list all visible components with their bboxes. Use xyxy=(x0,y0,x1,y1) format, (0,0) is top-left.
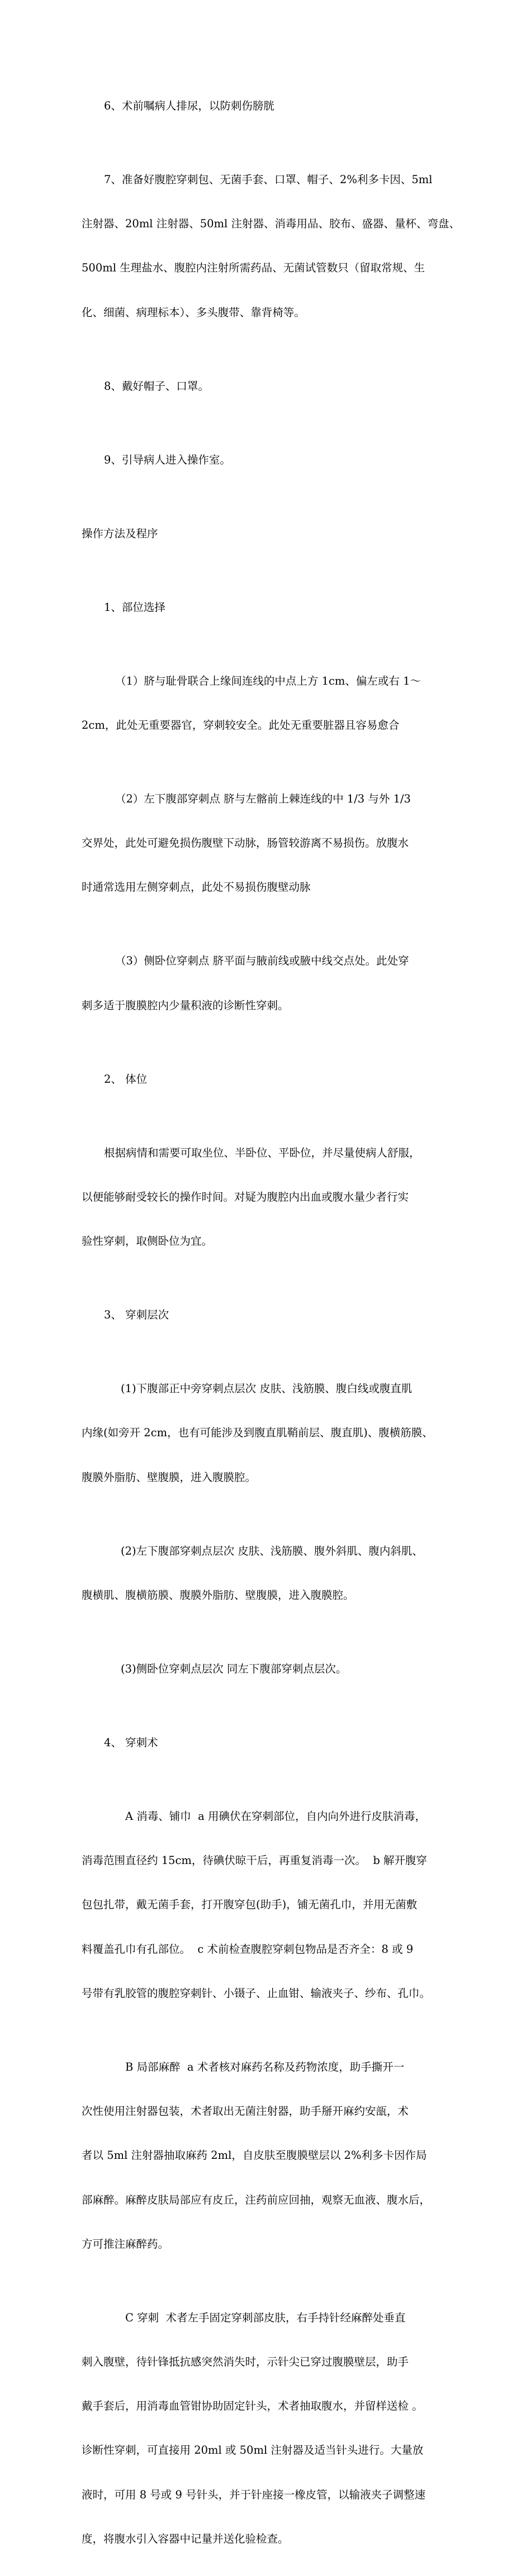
text-line: 验性穿刺，取侧卧位为宜。 xyxy=(82,1235,213,1248)
paragraph-puncture-a xyxy=(82,1780,462,2030)
text-line: 度，将腹水引入容器中记量并送化验检查。 xyxy=(82,2532,289,2545)
text-line: 2cm，此处无重要器官，穿刺较安全。此处无重要脏器且容易愈合 xyxy=(82,718,400,732)
text-line: 化、细菌、病理标本）、多头腹带、靠背椅等。 xyxy=(82,305,305,319)
paragraph-site-1 xyxy=(82,644,462,762)
text-line: 者以 5ml 注射器抽取麻药 2ml，自皮肤至腹膜壁层以 2%利多卡因作局 xyxy=(82,2149,427,2162)
text-line: 刺入腹壁，待针锋抵抗感突然消失时，示针尖已穿过腹膜壁层，助手 xyxy=(82,2355,409,2368)
text-line: 腹膜外脂肪、壁腹膜，进入腹膜腔。 xyxy=(82,1470,257,1484)
text-line: 2、 体位 xyxy=(104,1072,148,1086)
text-line: 部麻醉。麻醉皮肤局部应有皮丘，注药前应回抽，观察无血液、腹水后， xyxy=(82,2193,431,2206)
text-line: 注射器、20ml 注射器、50ml 注射器、消毒用品、胶布、盛器、量杯、弯盘、 xyxy=(82,217,460,231)
text-line: 方可推注麻醉药。 xyxy=(82,2237,169,2250)
text-line: 号带有乳胶管的腹腔穿刺针、小镊子、止血钳、输液夹子、纱布、孔巾。 xyxy=(82,1986,431,2000)
text-line: 4、 穿刺术 xyxy=(104,1736,158,1749)
text-line: B 局部麻醉 a 术者核对麻药名称及药物浓度，助手撕开一 xyxy=(125,2060,405,2073)
text-line: 刺多适于腹膜腔内少量积液的诊断性穿刺。 xyxy=(82,998,289,1012)
text-line: 包包扎带，戴无菌手套，打开腹穿包(助手)，铺无菌孔巾，并用无菌敷 xyxy=(82,1898,418,1911)
subheading-site-selection xyxy=(82,571,462,644)
text-line: 1、部位选择 xyxy=(104,600,165,614)
text-line: （3）侧卧位穿刺点 脐平面与腋前线或腋中线交点处。此处穿 xyxy=(115,954,409,968)
text-line: 以便能够耐受较长的操作时间。对疑为腹腔内出血或腹水量少者行实 xyxy=(82,1190,409,1203)
paragraph-prep-7 xyxy=(82,143,462,350)
text-line: 消毒范围直径约 15cm，待碘伏晾干后，再重复消毒一次。 b 解开腹穿 xyxy=(82,1854,428,1867)
paragraph-puncture-b xyxy=(82,2030,462,2281)
text-line: 内缘(如旁开 2cm，也有可能涉及到腹直肌鞘前层、腹直肌)、腹横筋膜、 xyxy=(82,1426,433,1440)
text-line: 操作方法及程序 xyxy=(82,527,158,540)
text-line: 根据病情和需要可取坐位、半卧位、平卧位，并尽量使病人舒服， xyxy=(104,1146,420,1159)
text-line: C 穿刺 术者左手固定穿刺部皮肤，右手持针经麻醉处垂直 xyxy=(125,2311,406,2324)
subheading-puncture xyxy=(82,1706,462,1780)
text-line: 9、引导病人进入操作室。 xyxy=(104,453,231,466)
paragraph-layers-2 xyxy=(82,1514,462,1632)
text-line: (2)左下腹部穿刺点层次 皮肤、浅筋膜、腹外斜肌、腹内斜肌、 xyxy=(121,1544,423,1557)
text-line: 8、戴好帽子、口罩。 xyxy=(104,379,209,393)
text-line: 6、术前嘱病人排尿，以防刺伤膀胱 xyxy=(104,99,274,112)
paragraph-layers-3 xyxy=(82,1632,462,1706)
subheading-position xyxy=(82,1043,462,1116)
paragraph-prep-6 xyxy=(82,69,462,143)
text-line: 腹横肌、腹横筋膜、腹膜外脂肪、壁腹膜，进入腹膜腔。 xyxy=(82,1588,354,1602)
document-body xyxy=(82,69,462,2576)
text-line: 液时，可用 8 号或 9 号针头，并于针座接一橡皮管，以输液夹子调整速 xyxy=(82,2488,426,2501)
text-line: 料覆盖孔巾有孔部位。 c 术前检查腹腔穿刺包物品是否齐全：8 或 9 xyxy=(82,1942,414,1956)
section-heading-procedure xyxy=(82,497,462,571)
paragraph-puncture-c xyxy=(82,2281,462,2576)
subheading-layers xyxy=(82,1278,462,1352)
paragraph-site-2 xyxy=(82,762,462,924)
text-line: （2）左下腹部穿刺点 脐与左髂前上棘连线的中 1/3 与外 1/3 xyxy=(115,792,411,805)
text-line: 戴手套后，用消毒血管钳协助固定针头，术者抽取腹水，并留样送检 。 xyxy=(82,2400,423,2413)
text-line: （1）脐与耻骨联合上缘间连线的中点上方 1cm、偏左或右 1～ xyxy=(115,674,421,687)
text-line: 诊断性穿刺，可直接用 20ml 或 50ml 注射器及适当针头进行。大量放 xyxy=(82,2444,424,2457)
text-line: 7、准备好腹腔穿刺包、无菌手套、口罩、帽子、2%利多卡因、5ml xyxy=(104,173,433,186)
text-line: 时通常选用左侧穿刺点，此处不易损伤腹壁动脉 xyxy=(82,881,311,894)
paragraph-prep-8 xyxy=(82,350,462,423)
text-line: 500ml 生理盐水、腹腔内注射所需药品、无菌试管数只（留取常规、生 xyxy=(82,261,425,275)
text-line: 3、 穿刺层次 xyxy=(104,1308,169,1322)
text-line: (1)下腹部正中旁穿刺点层次 皮肤、浅筋膜、腹白线或腹直肌 xyxy=(121,1382,413,1395)
paragraph-site-3 xyxy=(82,925,462,1043)
paragraph-prep-9 xyxy=(82,423,462,497)
paragraph-position xyxy=(82,1116,462,1278)
paragraph-layers-1 xyxy=(82,1352,462,1514)
text-line: A 消毒、铺巾 a 用碘伏在穿刺部位，自内向外进行皮肤消毒， xyxy=(125,1809,426,1823)
text-line: 次性使用注射器包装，术者取出无菌注射器，助手掰开麻约安瓿，术 xyxy=(82,2105,409,2118)
text-line: (3)侧卧位穿刺点层次 同左下腹部穿刺点层次。 xyxy=(121,1662,347,1675)
text-line: 交界处，此处可避免损伤腹壁下动脉，肠管较游离不易损伤。放腹水 xyxy=(82,837,409,850)
